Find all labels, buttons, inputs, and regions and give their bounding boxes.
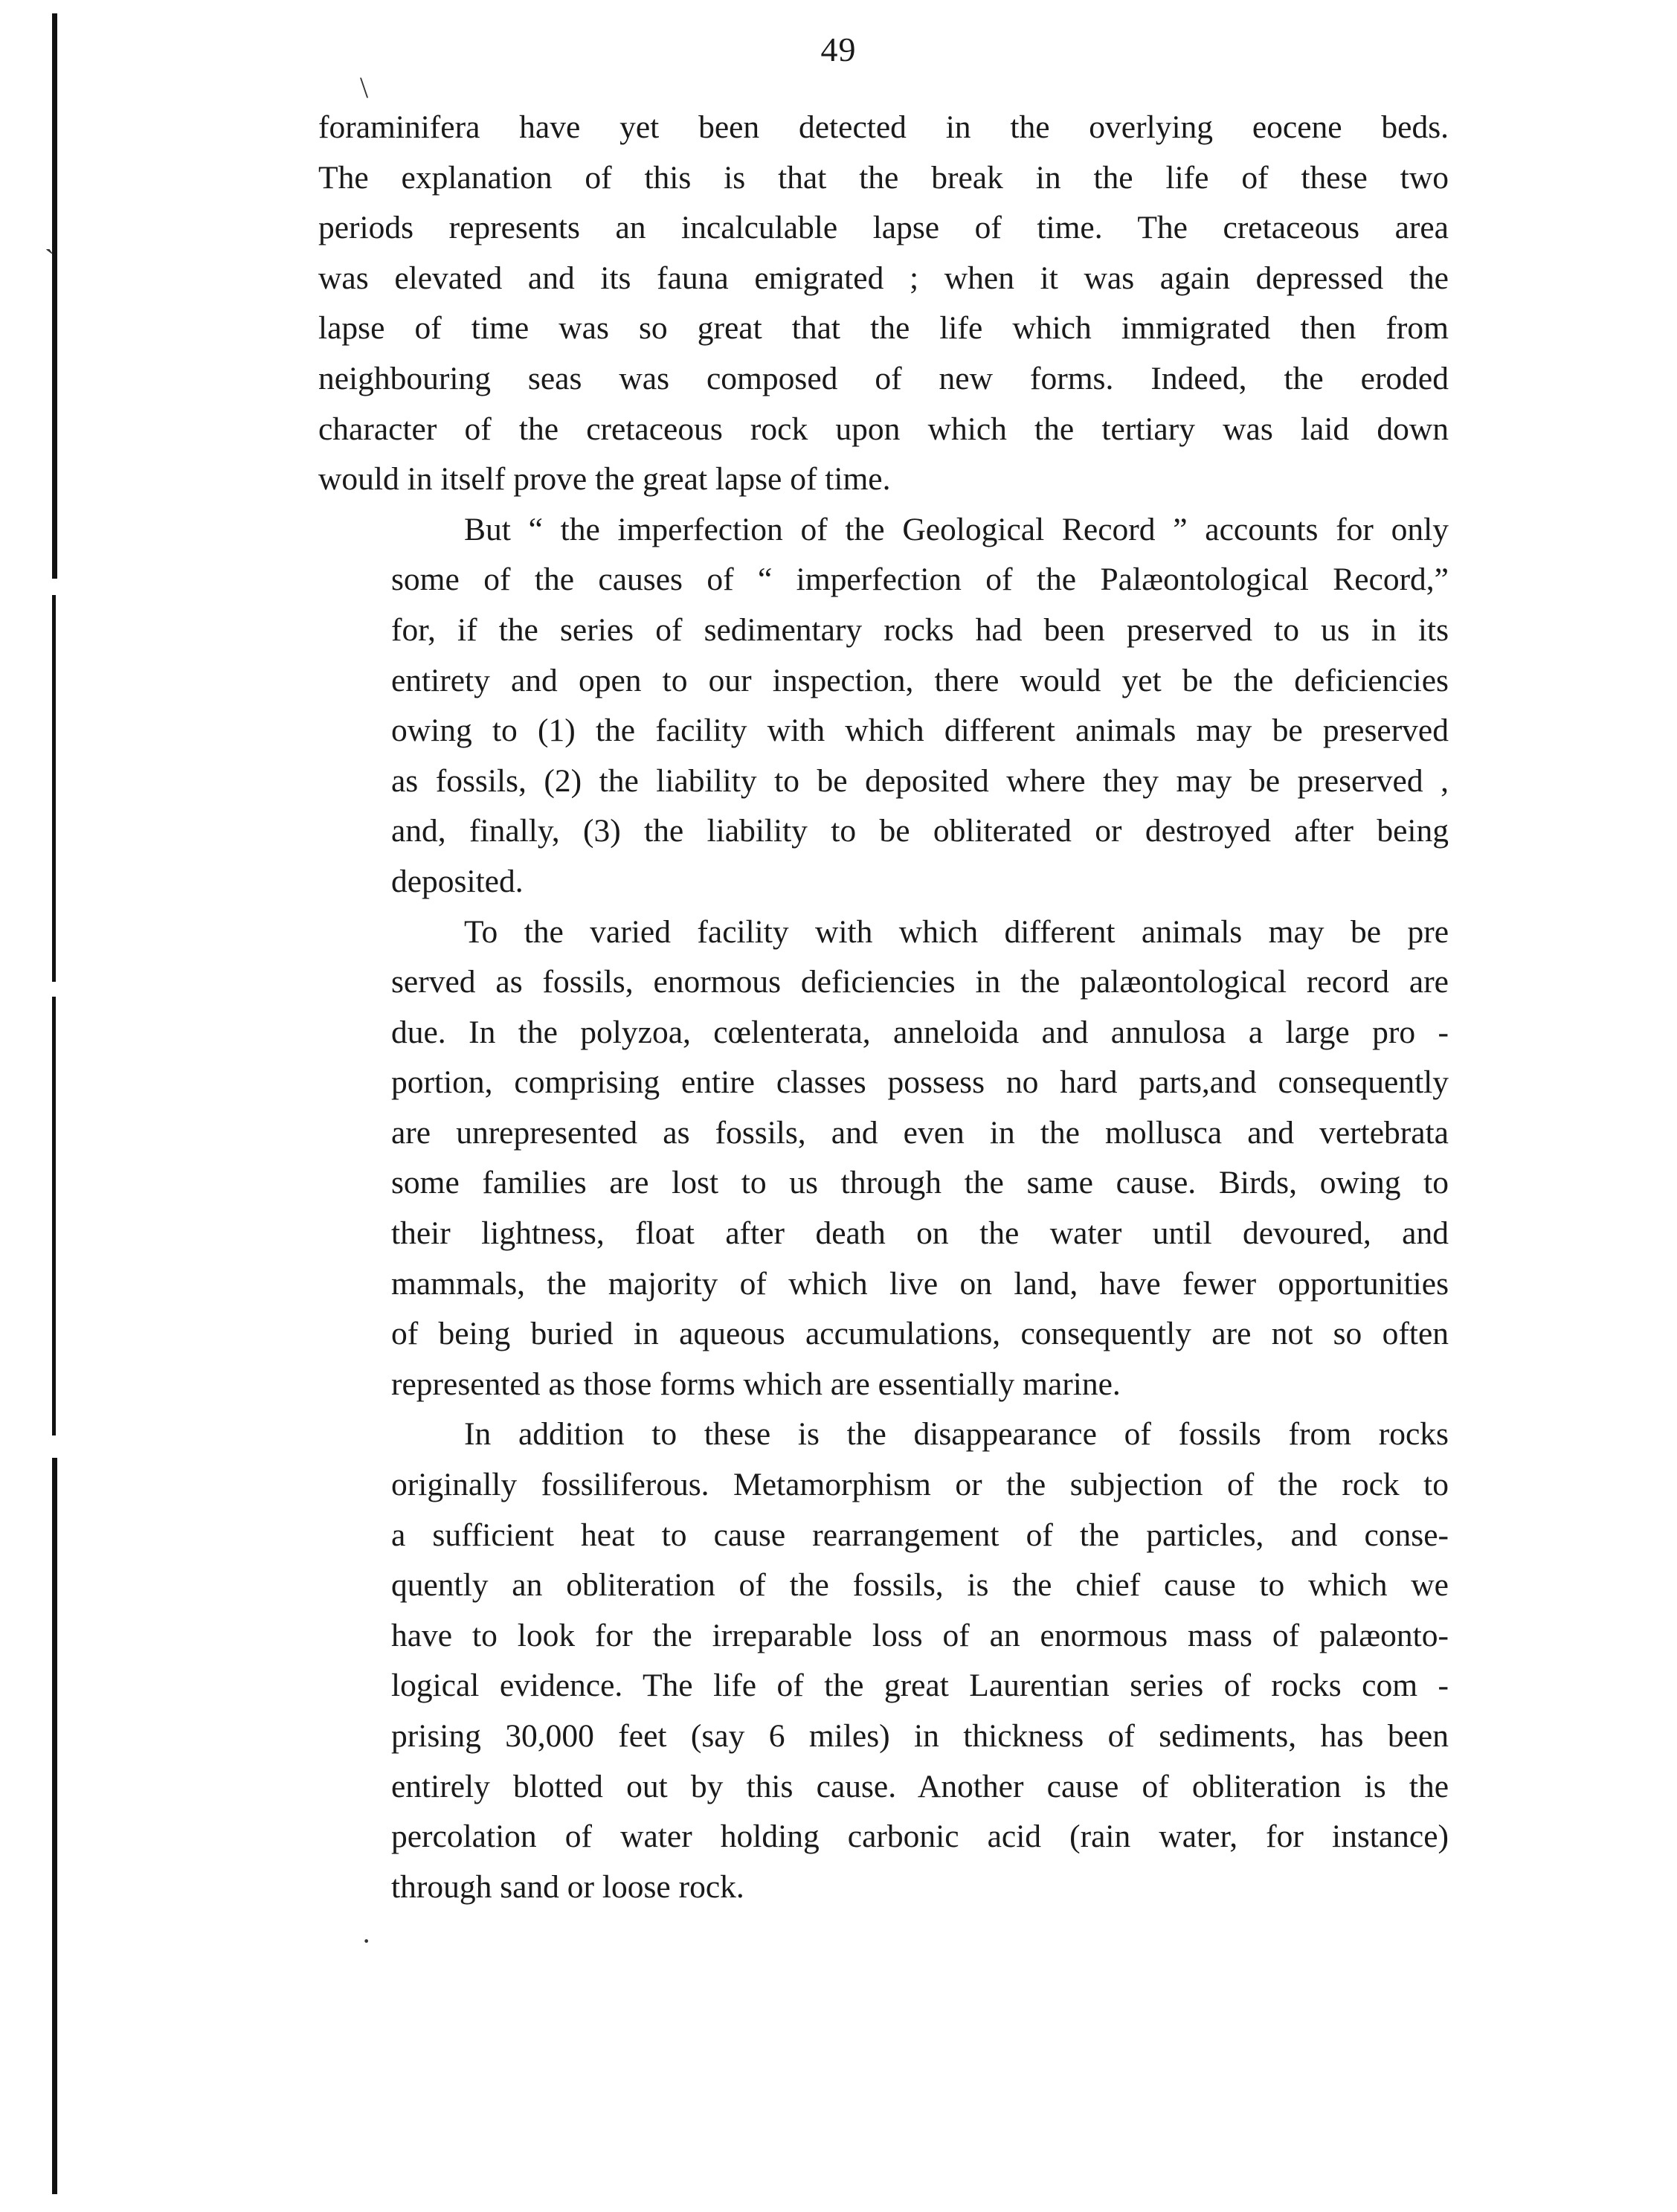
text-line: represented as those forms which are essentially marine. [391,1366,1121,1402]
paragraph [318,103,1449,505]
text-line: In addition to these is the disappearance of fossils from rocks [464,1416,1449,1453]
text-line: But “ the imperfection of the Geological Record ” accounts for only [464,511,1449,547]
text-line: some families are lost to us through the same cause. Birds, owing to [391,1165,1449,1201]
text-line: lapse of time was so great that the life which immigrated then from [318,310,1449,347]
text-line: through sand or loose rock. [391,1868,744,1905]
text-line: foraminifera have yet been detected in the overlying eocene beds. [318,109,1449,145]
text-line: prising 30,000 feet (say 6 miles) in thickness of sediments, has been [391,1718,1449,1754]
text-line: originally fossiliferous. Metamorphism or the subjection of the rock to [391,1467,1449,1503]
text-line: as fossils, (2) the liability to be deposited where they may be preserved , [391,762,1449,799]
text-line: are unrepresented as fossils, and even in the mollusca and vertebrata [391,1114,1449,1151]
text-line: due. In the polyzoa, cœlenterata, anneloida and annulosa a large pro - [391,1014,1449,1050]
text-line: neighbouring seas was composed of new forms. Indeed, the eroded [318,360,1449,396]
scan-edge-mark [52,595,56,982]
text-line: some of the causes of “ imperfection of the Palæontological Record,” [391,562,1449,598]
text-line: percolation of water holding carbonic acid (rain water, for instance) [391,1819,1449,1855]
scan-edge-mark [52,13,57,579]
scan-edge-mark [52,1458,57,2194]
text-line: mammals, the majority of which live on land, have fewer opportunities [391,1265,1449,1302]
text-line: their lightness, float after death on the water until devoured, and [391,1215,1449,1252]
text-line: a sufficient heat to cause rearrangement of the particles, and conse- [391,1517,1449,1553]
text-line: logical evidence. The life of the great Laurentian series of rocks com - [391,1668,1449,1704]
text-line: entirely blotted out by this cause. Another cause of obliteration is the [391,1768,1449,1804]
text-line: and, finally, (3) the liability to be obliterated or destroyed after being [391,813,1449,849]
text-line: would in itself prove the great lapse of time. [318,461,891,498]
paragraph [318,1409,1449,1912]
text-line: quently an obliteration of the fossils, is the chief cause to which we [391,1567,1449,1604]
text-line: character of the cretaceous rock upon which the tertiary was laid down [318,411,1449,447]
text-line: served as fossils, enormous deficiencies in the palæontological record are [391,964,1449,1000]
text-line: entirety and open to our inspection, there would yet be the deficiencies [391,662,1449,698]
scan-speck: · [361,1924,372,1958]
text-line: owing to (1) the facility with which different animals may be preserved [391,713,1449,749]
text-line: was elevated and its fauna emigrated ; when it was again depressed the [318,260,1449,296]
paragraph [318,907,1449,1410]
page-number: 49 [820,30,857,68]
text-line: for, if the series of sedimentary rocks had been preserved to us in its [391,611,1449,648]
scan-speck: ` [45,243,55,277]
text-line: The explanation of this is that the break in the life of these two [318,159,1449,196]
text-line: To the varied facility with which different animals may be pre [464,913,1449,950]
text-line: have to look for the irreparable loss of an enormous mass of palæonto- [391,1617,1449,1653]
text-line: portion, comprising entire classes possess no hard parts,and consequently [391,1064,1449,1101]
text-line: periods represents an incalculable lapse of time. The cretaceous area [318,210,1449,246]
text-line: deposited. [391,863,524,899]
body-text [318,103,1449,1912]
paragraph [318,505,1449,907]
scan-edge-mark [52,997,56,1435]
text-line: of being buried in aqueous accumulations, consequently are not so often [391,1316,1449,1352]
scan-speck: \ [360,71,369,104]
